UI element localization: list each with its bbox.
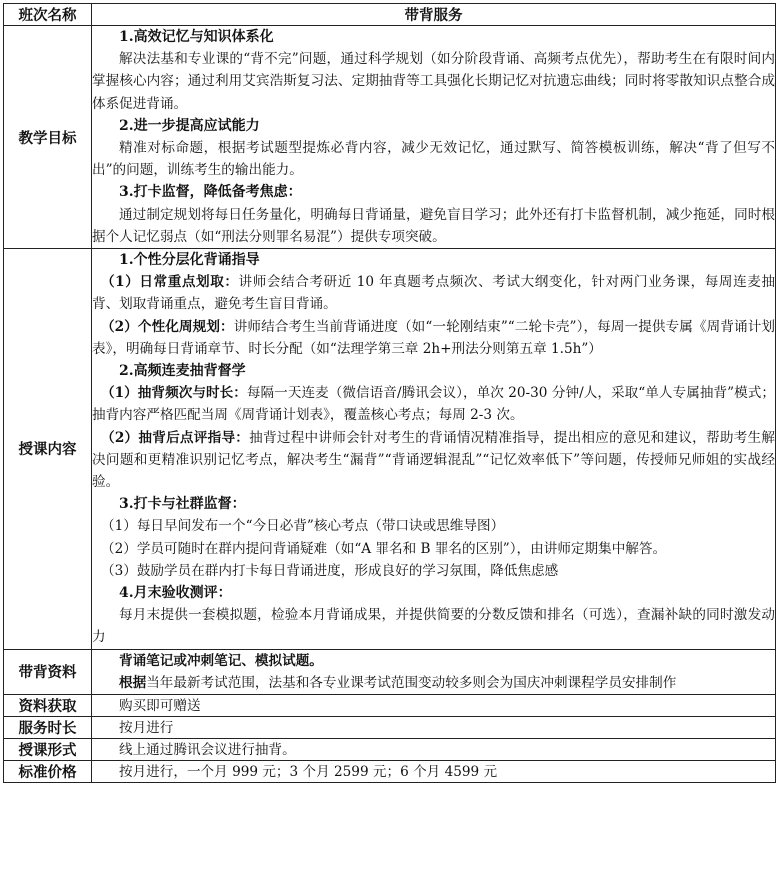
materials-line-1: 背诵笔记或冲刺笔记、模拟试题。: [119, 652, 323, 669]
goal-title-2: 2.进一步提高应试能力: [119, 117, 260, 134]
materials-line-2: [92, 672, 775, 694]
materials-line-2-text: 当年最新考试范围，法基和各专业课考试范围变动较多则会为国庆冲刺课程学员安排制作: [146, 674, 677, 691]
section-3-item-2: （2）学员可随时在群内提问背诵疑难（如“A 罪名和 B 罪名的区别”），由讲师定期集中解答。: [101, 540, 667, 557]
section-2a-label: （1）抽背频次与时长：: [101, 385, 247, 402]
goal-text-3: 通过制定规划将每日任务量化，明确每日背诵量，避免盲目学习；此外还有打卡监督机制，减少拖延，同时根据个人记忆弱点（如“刑法分则罪名易混”）提供专项突破。: [92, 206, 775, 245]
section-1-title: 1.个性分层化背诵指导: [119, 252, 260, 269]
row-materials: [4, 649, 776, 694]
section-4-text: 每月末提供一套模拟题，检验本月背诵成果，并提供简要的分数反馈和排名（可选），查漏补缺的同时激发动力: [92, 607, 775, 646]
row-teaching-format: [4, 739, 776, 761]
label-standard-price: 标准价格: [4, 761, 92, 783]
section-1a-text: 讲师会结合考研近 10 年真题考点频次、考试大纲变化，针对两门业务课，每周连麦抽背、划取背诵重点，避免考生盲目背诵。: [92, 274, 776, 313]
goal-title-3: 3.打卡监督，降低备考焦虑：: [119, 184, 302, 201]
section-4-title: 4.月末验收测评：: [119, 585, 232, 602]
section-2b-label: （2）抽背后点评指导：: [101, 429, 250, 446]
section-3-title: 3.打卡与社群监督：: [119, 496, 246, 513]
label-service-duration: 服务时长: [4, 717, 92, 739]
materials-line-2-bold: 根据: [119, 674, 147, 691]
content-teaching-goals: [92, 26, 776, 249]
section-1b: [92, 316, 775, 360]
label-material-access: 资料获取: [4, 695, 92, 717]
section-1a: [92, 271, 775, 315]
section-2a: [92, 382, 775, 426]
section-2a-text: 每隔一天连麦（微信语音/腾讯会议），单次 20-30 分钟/人，采取“单人专属抽背”模式；抽背内容严格匹配当周《周背诵计划表》，覆盖核心考点；每周 2-3 次。: [92, 385, 775, 424]
label-teaching-format: 授课形式: [4, 739, 92, 761]
label-course-content: 授课内容: [4, 249, 92, 650]
value-service-duration: 按月进行: [92, 717, 776, 739]
table-header-row: [4, 4, 776, 26]
row-teaching-goals: [4, 26, 776, 249]
section-1b-label: （2）个性化周规划：: [101, 318, 234, 335]
row-service-duration: [4, 717, 776, 739]
section-1b-text: 讲师结合考生当前背诵进度（如“一轮刚结束”“二轮卡壳”），每周一提供专属《周背诵计划表》，明确每日背诵章节、时长分配（如“法理学第三章 2h+刑法分则第五章 1.5h”）: [92, 318, 775, 357]
content-materials: [92, 649, 776, 694]
value-teaching-format: 线上通过腾讯会议进行抽背。: [92, 739, 776, 761]
section-3-item-3: （3）鼓励学员在群内打卡每日背诵进度，形成良好的学习氛围，降低焦虑感: [101, 562, 559, 579]
header-class-name: 班次名称: [4, 4, 92, 26]
goal-text-1: 解决法基和专业课的“背不完”问题，通过科学规划（如分阶段背诵、高频考点优先），帮助考生在有限时间内掌握核心内容；通过利用艾宾浩斯复习法、定期抽背等工具强化长期记忆对抗遗忘曲线；同时将零散知识点整合成体系促进背诵。: [92, 51, 775, 112]
row-course-content: [4, 249, 776, 650]
value-standard-price: 按月进行，一个月 999 元；3 个月 2599 元；6 个月 4599 元: [92, 761, 776, 783]
header-service: 带背服务: [92, 4, 776, 26]
label-teaching-goals: 教学目标: [4, 26, 92, 249]
content-course-content: [92, 249, 776, 650]
section-2b-text: 抽背过程中讲师会针对考生的背诵情况精准指导，提出相应的意见和建议，帮助考生解决问题和更精准识别记忆考点，解决考生“漏背”“背诵逻辑混乱”“记忆效率低下”等问题，传授师兄师姐的实战经验。: [92, 429, 775, 491]
section-1a-label: （1）日常重点划取：: [101, 274, 239, 291]
section-3-item-1: （1）每日早间发布一个“今日必背”核心考点（带口诀或思维导图）: [101, 518, 505, 535]
section-2-title: 2.高频连麦抽背督学: [119, 363, 246, 380]
row-standard-price: [4, 761, 776, 783]
service-table: [3, 3, 776, 783]
label-materials: 带背资料: [4, 649, 92, 694]
row-material-access: [4, 695, 776, 717]
section-2b: [92, 427, 775, 494]
value-material-access: 购买即可赠送: [92, 695, 776, 717]
goal-title-1: 1.高效记忆与知识体系化: [119, 29, 274, 45]
goal-text-2: 精准对标命题，根据考试题型提炼必背内容，减少无效记忆，通过默写、简答模板训练，解决“背了但写不出”的问题，训练考生的输出能力。: [92, 140, 775, 179]
